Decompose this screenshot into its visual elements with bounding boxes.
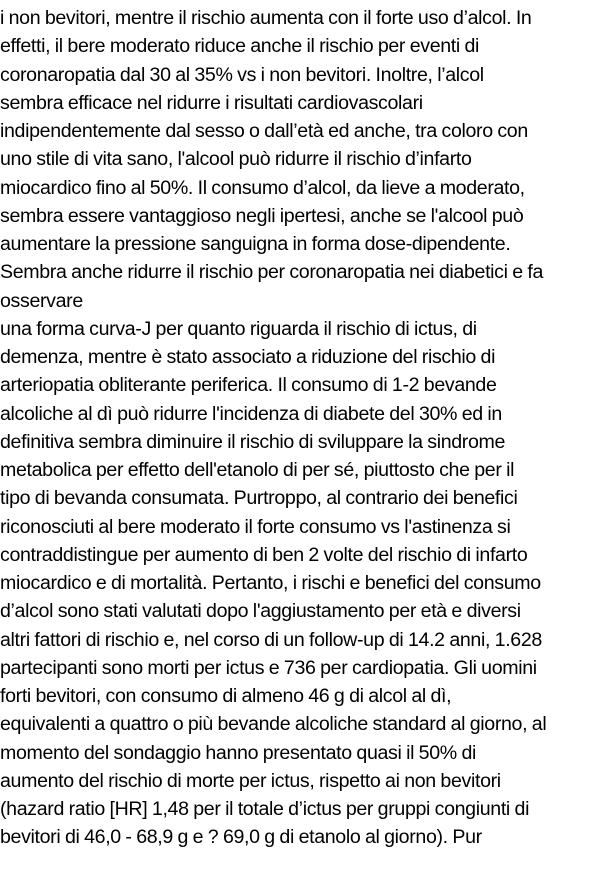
text-line: altri fattori di rischio e, nel corso di un follow-up di 14.2 anni, 1.628 (0, 628, 542, 651)
text-line: contraddistingue per aumento di ben 2 volte del rischio di infarto (0, 543, 528, 566)
text-line: coronaropatia dal 30 al 35% vs i non bevitori. Inoltre, l’alcol (0, 63, 484, 86)
text-line: miocardico fino al 50%. Il consumo d’alcol, da lieve a moderato, (0, 176, 525, 199)
text-line: bevitori di 46,0 - 68,9 g e ? 69,0 g di etanolo al giorno). Pur (0, 826, 482, 849)
text-line: equivalenti a quattro o più bevande alcoliche standard al giorno, al (0, 713, 547, 736)
text-line: Sembra anche ridurre il rischio per coronaropatia nei diabetici e fa (0, 261, 543, 284)
text-line: aumento del rischio di morte per ictus, rispetto ai non bevitori (0, 769, 501, 792)
text-line: arteriopatia obliterante periferica. Il consumo di 1-2 bevande (0, 374, 497, 397)
body-text (0, 4, 613, 852)
text-line: sembra essere vantaggioso negli ipertesi, anche se l'alcool può (0, 204, 524, 227)
text-line: demenza, mentre è stato associato a riduzione del rischio di (0, 346, 496, 368)
text-line: indipendentemente dal sesso o dall’età ed anche, tra coloro con (0, 120, 528, 142)
text-line: momento del sondaggio hanno presentato quasi il 50% di (0, 741, 476, 764)
text-line: sembra efficace nel ridurre i risultati cardiovascolari (0, 91, 423, 114)
text-line: tipo di bevanda consumata. Purtroppo, al contrario dei benefici (0, 487, 518, 510)
text-line: (hazard ratio [HR] 1,48 per il totale d’ictus per gruppi congiunti di (0, 798, 530, 820)
text-line: metabolica per effetto dell'etanolo di per sé, piuttosto che per il (0, 459, 515, 481)
text-line: riconosciuti al bere moderato il forte consumo vs l'astinenza si (0, 515, 511, 538)
text-line: i non bevitori, mentre il rischio aumenta con il forte uso d’alcol. In (0, 7, 532, 29)
text-line: alcoliche al dì può ridurre l'incidenza di diabete del 30% ed in (0, 402, 502, 425)
text-line: effetti, il bere moderato riduce anche il rischio per eventi di (0, 35, 480, 58)
text-line: una forma curva-J per quanto riguarda il rischio di ictus, di (0, 317, 477, 340)
text-line: definitiva sembra diminuire il rischio di sviluppare la sindrome (0, 430, 506, 453)
text-line: uno stile di vita sano, l'alcool può ridurre il rischio d’infarto (0, 148, 472, 171)
text-line: miocardico e di mortalità. Pertanto, i rischi e benefici del consumo (0, 572, 541, 594)
text-line: aumentare la pressione sanguigna in forma dose-dipendente. (0, 233, 511, 255)
text-line: d’alcol sono stati valutati dopo l'aggiustamento per età e diversi (0, 600, 521, 623)
text-line: forti bevitori, con consumo di almeno 46 g di alcol al dì, (0, 685, 452, 707)
text-line: osservare (0, 289, 83, 312)
text-line: partecipanti sono morti per ictus e 736 per cardiopatia. Gli uomini (0, 656, 537, 679)
